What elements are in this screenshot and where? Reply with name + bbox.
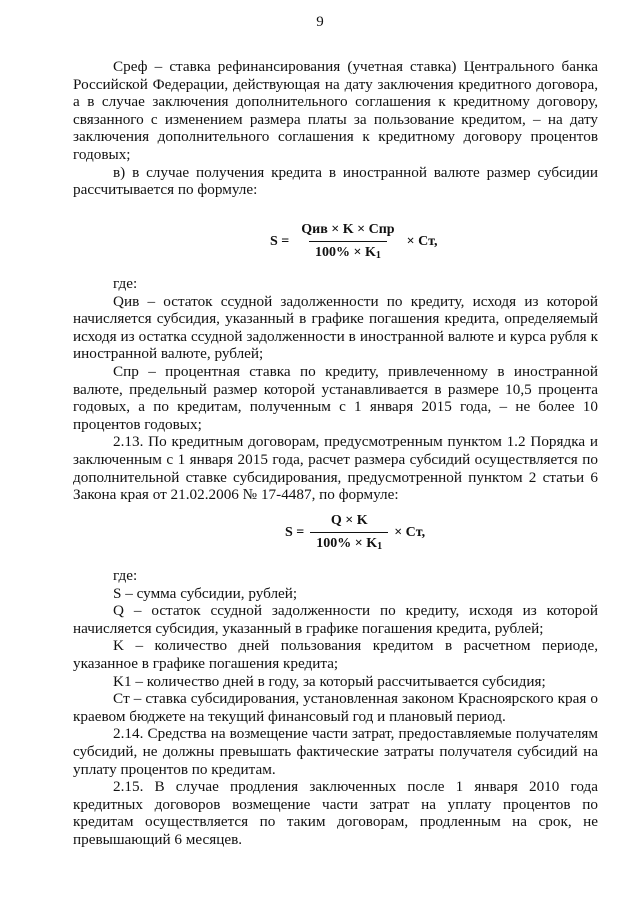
paragraph-ct-definition: Cт – ставка субсидирования, установленная законом Красноярского края о краевом бюджете на текущий финансовый год и плановый период. [73, 690, 598, 725]
paragraph-where: где: [113, 275, 138, 292]
formula-rhs: × Cт, [394, 524, 426, 540]
formula-additional-rate [285, 513, 425, 552]
page-number: 9 [316, 14, 324, 30]
formula-fraction [310, 513, 388, 552]
paragraph-2-15: 2.15. В случае продления заключенных после 1 января 2010 года кредитных договоров возмещение части затрат на уплату процентов по кредитам осуществляется по таким договорам, продленным на срок, не превышающий 6 месяцев. [73, 778, 598, 848]
formula-lhs: S = [270, 233, 290, 249]
paragraph-foreign-currency: в) в случае получения кредита в иностранной валюте размер субсидии рассчитывается по формуле: [73, 163, 598, 199]
paragraph-k1-definition: K1 – количество дней в году, за который рассчитывается субсидия; [113, 672, 546, 690]
formula-denominator: $100\% \times K_1$ [309, 241, 387, 261]
text-block-3 [73, 567, 598, 849]
text-block-2 [73, 275, 598, 504]
paragraph-s-definition: S – сумма субсидии, рублей; [113, 584, 298, 602]
formula-numerator: Q × K [330, 513, 368, 528]
paragraph-qiv-definition: Qив – остаток ссудной задолженности по кредиту, исходя из которой начисляется субсидия, указанный в графике погашения кредита, определяемый исходя из остатка ссудной задолженности в иностранной валюте и курса рубля к иностранной валюте, рублей; [73, 292, 598, 363]
formula-rhs: × Cт, [406, 233, 438, 249]
formula-fraction [295, 222, 400, 261]
paragraph-2-13: 2.13. По кредитным договорам, предусмотренным пунктом 1.2 Порядка и заключенным с 1 января 2015 года, расчет размера субсидий осуществляется по дополнительной ставке субсидирования, предусмотренной пунктом 2 статьи 6 Закона края от 21.02.2006 № 17-4487, по формуле: [73, 433, 598, 504]
paragraph-cpr-definition: Cпр – процентная ставка по кредиту, привлеченному в иностранной валюте, предельный размер которой устанавливается в размере 10,5 процента годовых, а по кредитам, полученным с 1 января 2015 года, – не более 10 процентов годовых; [73, 362, 598, 433]
paragraph-where: где: [113, 567, 138, 584]
paragraph-q-definition: Q – остаток ссудной задолженности по кредиту, исходя из которой начисляется субсидия, указанный в графике погашения кредита, рублей; [73, 602, 598, 637]
formula-denominator: $100\% \times K_1$ [310, 532, 388, 552]
formula-foreign-currency [270, 222, 438, 261]
paragraph-sref-definition: Среф – ставка рефинансирования (учетная ставка) Центрального банка Российской Федерации, действующая на дату заключения кредитного договора, а в случае заключения дополнительного соглашения к кредитному договору, связанного с изменением размера платы за пользование кредитом, – на дату заключения дополнительного соглашения к кредитному договору процентов годовых; [73, 58, 598, 163]
paragraph-k-definition: K – количество дней пользования кредитом в расчетном периоде, указанное в графике погашения кредита; [73, 637, 598, 672]
text-block-1 [73, 58, 598, 199]
formula-numerator: Qив × K × Cпр [301, 222, 395, 237]
paragraph-2-14: 2.14. Средства на возмещение части затрат, предоставляемые получателям субсидий, не должны превышать фактические затраты получателя субсидий на уплату процентов по кредитам. [73, 725, 598, 778]
formula-lhs: S = [285, 524, 305, 540]
